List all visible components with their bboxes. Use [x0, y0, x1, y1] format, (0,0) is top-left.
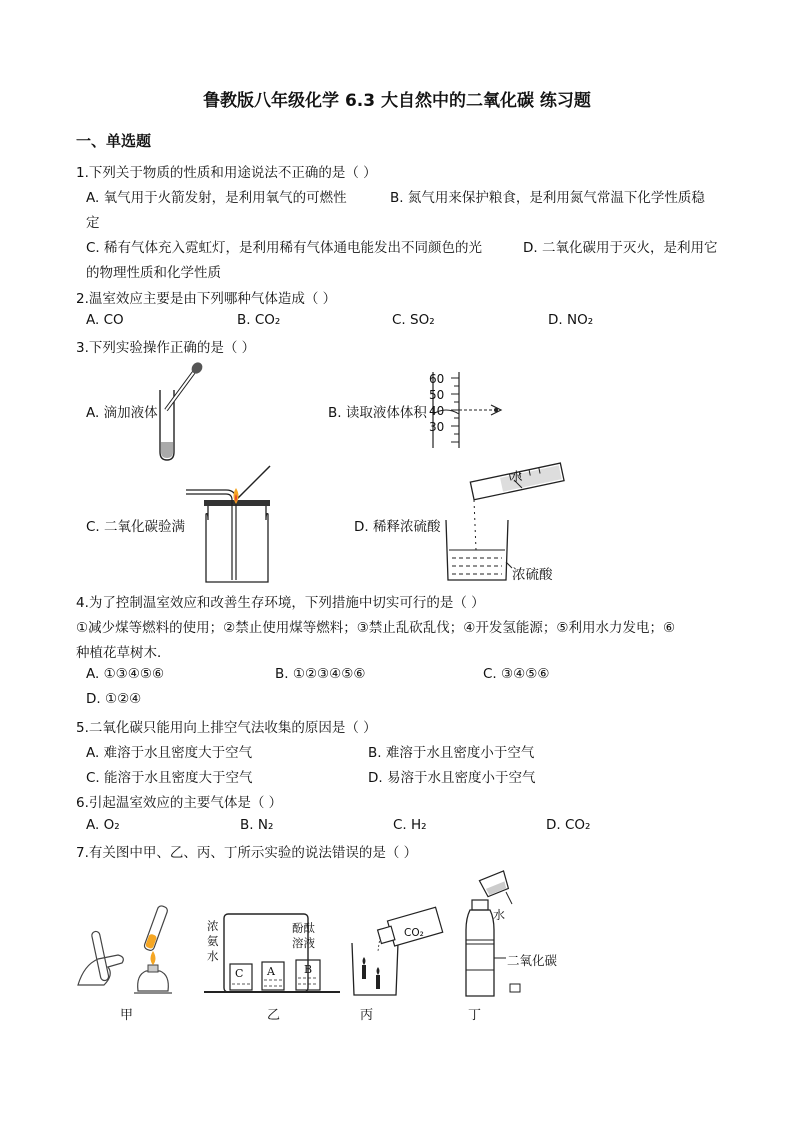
figure-ding-bottle [458, 870, 530, 1000]
q2-option-c: C. SO₂ [392, 312, 435, 328]
q3-option-d: D. 稀释浓硫酸 [354, 519, 441, 535]
co2-label: CO₂ [404, 927, 424, 939]
q2-option-b: B. CO₂ [237, 312, 281, 328]
bottle-co2-label: 二氧化碳 [507, 953, 558, 968]
beaker-a-label: A [267, 965, 275, 978]
q1-stem: 1.下列关于物质的性质和用途说法不正确的是（ ） [76, 165, 377, 181]
q6-stem: 6.引起温室效应的主要气体是（ ） [76, 795, 283, 811]
q1-option-c: C. 稀有气体充入霓虹灯，是利用稀有气体通电能发出不同颜色的光 [86, 240, 483, 256]
q2-option-a: A. CO [86, 312, 124, 328]
water-label: 水 [510, 469, 523, 484]
scale-label-50: 50 [429, 388, 445, 402]
q5-option-d: D. 易溶于水且密度小于空气 [368, 770, 536, 786]
ammonia-char-3: 水 [207, 949, 219, 963]
caption-bing: 丙 [360, 1008, 374, 1023]
caption-yi: 乙 [267, 1008, 281, 1023]
q1-option-b-cont: 定 [86, 215, 100, 231]
q2-stem: 2.温室效应主要是由下列哪种气体造成（ ） [76, 291, 337, 307]
q5-option-b: B. 难溶于水且密度小于空气 [368, 745, 535, 761]
q3-option-c: C. 二氧化碳验满 [86, 519, 186, 535]
beaker-c-label: C [235, 967, 244, 980]
scale-label-40: 40 [429, 404, 445, 418]
page-title: 鲁教版八年级化学 6.3 大自然中的二氧化碳 练习题 [203, 91, 591, 111]
q6-option-c: C. H₂ [393, 817, 427, 833]
section-heading: 一、单选题 [76, 132, 152, 150]
figure-jia-hand-lamp [74, 905, 184, 1001]
q5-stem: 5.二氧化碳只能用向上排空气法收集的原因是（ ） [76, 720, 377, 736]
q4-measures-cont: 种植花草树木． [76, 645, 171, 661]
scale-label-60: 60 [429, 372, 445, 386]
dropper-test-tube-figure [150, 360, 210, 462]
figure-yi-bell-jar [204, 912, 340, 996]
q3-stem: 3.下列实验操作正确的是（ ） [76, 340, 256, 356]
caption-ding: 丁 [468, 1008, 482, 1023]
q6-option-d: D. CO₂ [546, 817, 591, 833]
q1-option-a: A. 氧气用于火箭发射，是利用氧气的可燃性 [86, 190, 347, 206]
beaker-b-label: B [304, 963, 313, 976]
phenolphthalein-label-1: 酚酞 [292, 921, 315, 935]
q4-option-b: B. ①②③④⑤⑥ [275, 666, 366, 682]
q1-option-d-cont: 的物理性质和化学性质 [86, 265, 221, 281]
q7-stem: 7.有关图中甲、乙、丙、丁所示实验的说法错误的是（ ） [76, 845, 418, 861]
bottle-water-label: 水 [493, 908, 506, 922]
q4-option-d: D. ①②④ [86, 691, 142, 707]
q4-option-c: C. ③④⑤⑥ [483, 666, 550, 682]
q1-option-d: D. 二氧化碳用于灭火，是利用它 [523, 240, 718, 256]
phenolphthalein-label-2: 溶液 [292, 936, 315, 950]
q5-option-c: C. 能溶于水且密度大于空气 [86, 770, 253, 786]
caption-jia: 甲 [120, 1008, 134, 1023]
figure-bing-candles [350, 905, 446, 997]
q6-option-b: B. N₂ [240, 817, 274, 833]
q4-measures: ①减少煤等燃料的使用；②禁止使用煤等燃料；③禁止乱砍乱伐；④开发氢能源；⑤利用水力发电；⑥ [76, 620, 676, 636]
gas-bottle-splint-figure [186, 462, 286, 584]
q3-option-b: B. 读取液体体积 [328, 405, 427, 421]
q5-option-a: A. 难溶于水且密度大于空气 [86, 745, 253, 761]
ammonia-char-2: 氨 [207, 934, 219, 948]
ammonia-char-1: 浓 [207, 919, 219, 933]
q1-option-b: B. 氮气用来保护粮食，是利用氮气常温下化学性质稳 [390, 190, 705, 206]
q4-option-a: A. ①③④⑤⑥ [86, 666, 165, 682]
q2-option-d: D. NO₂ [548, 312, 594, 328]
dilution-figure [442, 470, 572, 582]
q4-stem: 4.为了控制温室效应和改善生存环境，下列措施中切实可行的是（ ） [76, 595, 485, 611]
acid-label: 浓硫酸 [512, 567, 553, 583]
scale-label-30: 30 [429, 420, 445, 434]
q6-option-a: A. O₂ [86, 817, 120, 833]
q3-option-a: A. 滴加液体 [86, 405, 158, 421]
